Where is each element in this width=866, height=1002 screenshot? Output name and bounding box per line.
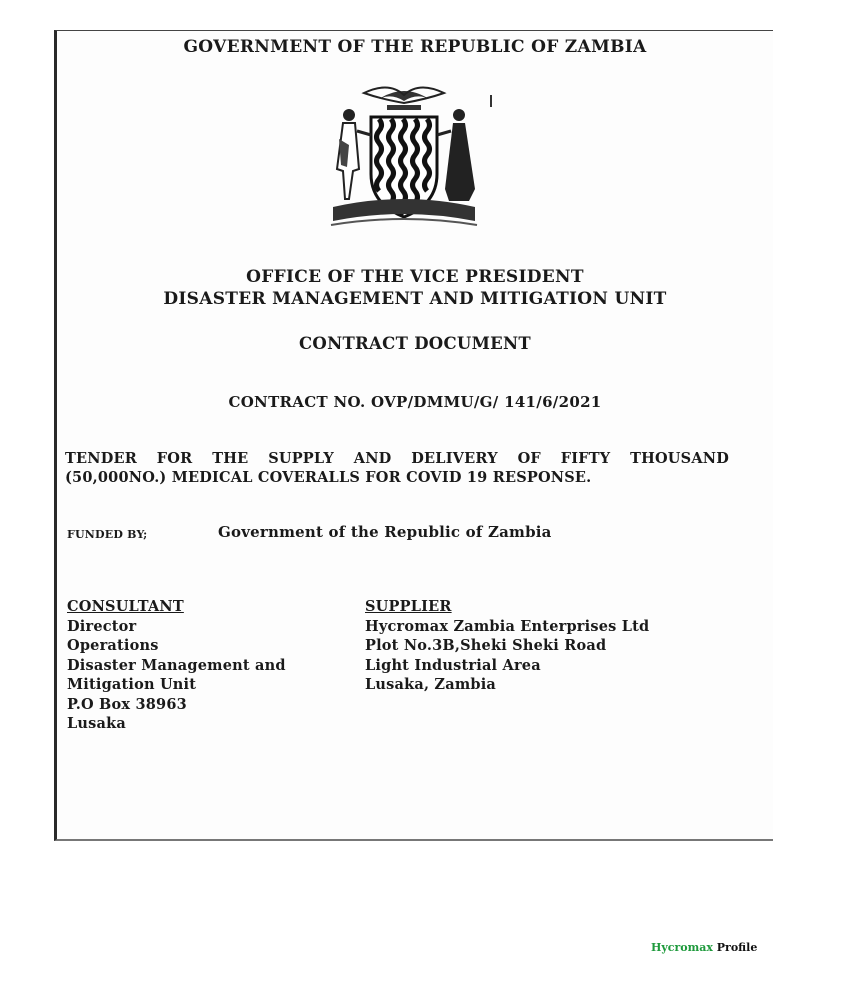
supplier-line: Plot No.3B,Sheki Sheki Road bbox=[365, 637, 607, 654]
consultant-line: Mitigation Unit bbox=[67, 676, 197, 693]
funded-by-value: Government of the Republic of Zambia bbox=[218, 523, 552, 541]
consultant-line: Disaster Management and bbox=[67, 656, 286, 674]
supplier-line: Lusaka, Zambia bbox=[365, 676, 496, 693]
supplier-heading: SUPPLIER bbox=[365, 598, 452, 615]
footer-brand: Hycromax bbox=[651, 941, 713, 954]
tender-line-2: (50,000NO.) MEDICAL COVERALLS FOR COVID 19 RESPONSE. bbox=[65, 469, 592, 486]
tender-description bbox=[65, 449, 729, 487]
document-type: CONTRACT DOCUMENT bbox=[298, 334, 532, 353]
consultant-line: P.O Box 38963 bbox=[67, 695, 187, 713]
scan-mark bbox=[490, 95, 492, 107]
tender-line-1: TENDER FOR THE SUPPLY AND DELIVERY OF FIFTY THOUSAND bbox=[65, 450, 729, 467]
consultant-heading: CONSULTANT bbox=[67, 598, 184, 615]
supplier-block bbox=[365, 597, 649, 695]
consultant-line: Director bbox=[67, 617, 137, 635]
footer-label bbox=[651, 941, 757, 954]
footer-suffix: Profile bbox=[712, 941, 758, 954]
funded-by-label: FUNDED BY; bbox=[67, 528, 148, 541]
government-title: GOVERNMENT OF THE REPUBLIC OF ZAMBIA bbox=[183, 37, 647, 57]
unit-title: DISASTER MANAGEMENT AND MITIGATION UNIT bbox=[163, 289, 667, 309]
consultant-line: Operations bbox=[67, 637, 159, 654]
supplier-line: Hycromax Zambia Enterprises Ltd bbox=[365, 617, 650, 635]
consultant-block bbox=[67, 597, 286, 734]
supplier-line: Light Industrial Area bbox=[365, 656, 541, 674]
office-title: OFFICE OF THE VICE PRESIDENT bbox=[246, 267, 584, 287]
consultant-line: Lusaka bbox=[67, 715, 126, 732]
scanned-contract-page bbox=[54, 30, 773, 841]
zambia-coat-of-arms-icon bbox=[319, 79, 489, 237]
contract-number: CONTRACT NO. OVP/DMMU/G/ 141/6/2021 bbox=[228, 393, 602, 411]
